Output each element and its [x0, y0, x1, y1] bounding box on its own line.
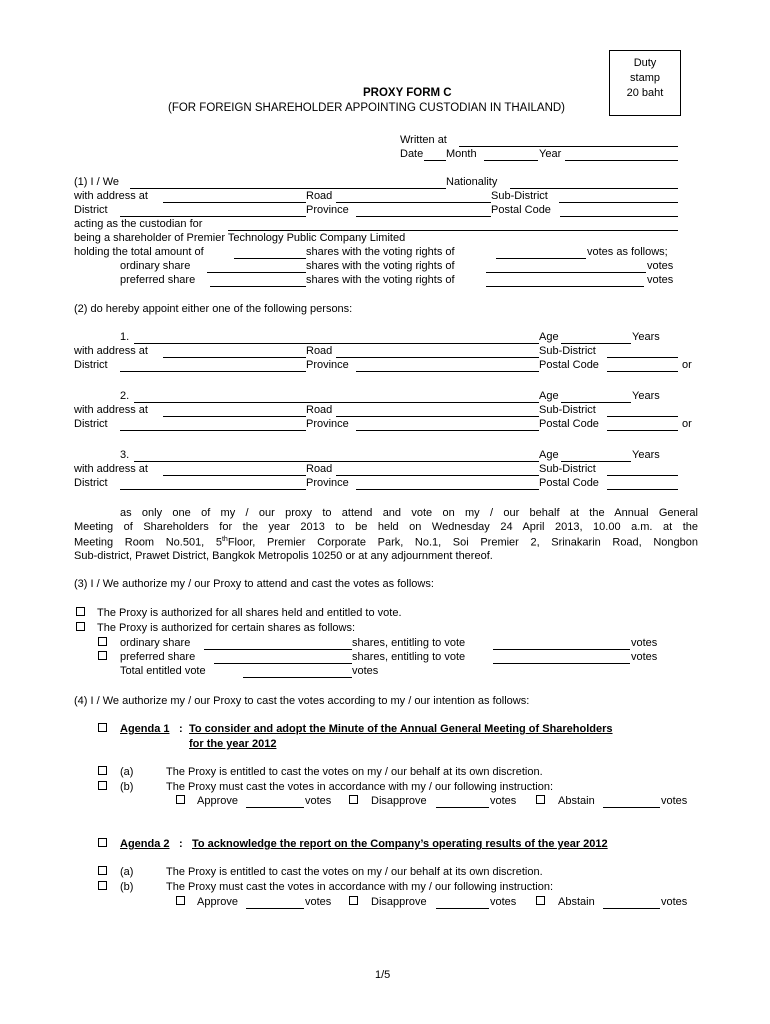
s2-p3-postal-field[interactable] — [607, 489, 678, 490]
s3-total-field[interactable] — [243, 677, 352, 678]
s1-address-field[interactable] — [163, 202, 306, 203]
s2-p3-age-label: Age — [539, 449, 559, 461]
agenda1-abstain-field[interactable] — [603, 807, 660, 808]
s2-p2-name-field[interactable] — [134, 402, 539, 403]
agenda1-b-checkbox[interactable] — [98, 781, 107, 790]
month-label: Month — [446, 148, 477, 160]
s1-ordinary-votes-field[interactable] — [486, 272, 646, 273]
s2-p1-postal-label: Postal Code — [539, 359, 599, 371]
agenda1-disapprove-label: Disapprove — [371, 795, 427, 807]
s3-preferred-votes: votes — [631, 651, 658, 663]
month-field[interactable] — [484, 160, 538, 161]
para-line-3-sup: th — [221, 536, 228, 543]
agenda2-approve-checkbox[interactable] — [176, 896, 185, 905]
s1-ordinary-voting-label: shares with the voting rights of — [306, 260, 455, 272]
agenda1-checkbox[interactable] — [98, 723, 107, 732]
s1-preferred-label: preferred share — [120, 274, 196, 286]
agenda2-b-checkbox[interactable] — [98, 881, 107, 890]
s1-road-label: Road — [306, 190, 333, 202]
s4-lead: (4) I / We authorize my / our Proxy to cast the votes according to my / our intention as follows: — [74, 695, 530, 707]
s3-lead: (3) I / We authorize my / our Proxy to attend and cast the votes as follows: — [74, 578, 434, 590]
s2-p2-number: 2. — [120, 390, 130, 402]
s2-p1-district-label: District — [74, 359, 108, 371]
s2-p2-road-field[interactable] — [336, 416, 539, 417]
s2-p1-district-field[interactable] — [120, 371, 306, 372]
written-at-field[interactable] — [459, 146, 678, 147]
stamp-line-1: Duty — [633, 57, 657, 69]
para-line-3a: Meeting Room No.501, 5 — [74, 536, 222, 549]
s2-p3-subdistrict-field[interactable] — [607, 475, 678, 476]
s1-preferred-voting-label: shares with the voting rights of — [306, 274, 455, 286]
para-line-2: Meeting of Shareholders for the year 2013 to be held on Wednesday 24 April 2013, 10.00 a.m. at the — [74, 521, 698, 533]
agenda1-disapprove-votes: votes — [490, 795, 517, 807]
s2-p1-or: or — [682, 359, 692, 371]
s1-shares-voting-label: shares with the voting rights of — [306, 246, 455, 258]
agenda2-a-label: (a) — [120, 866, 134, 878]
s1-province-field[interactable] — [356, 216, 491, 217]
s3-certain-text: The Proxy is authorized for certain shares as follows: — [97, 622, 356, 634]
para-line-3b: Floor, Premier Corporate Park, No.1, Soi Premier 2, Srinakarin Road, Nongbon — [227, 536, 699, 549]
s2-p3-subdistrict-label: Sub-District — [539, 463, 596, 475]
agenda1-abstain-label: Abstain — [558, 795, 595, 807]
s3-preferred-label: preferred share — [120, 651, 196, 663]
agenda2-abstain-votes: votes — [661, 896, 688, 908]
s2-p1-road-field[interactable] — [336, 357, 539, 358]
s2-p1-postal-field[interactable] — [607, 371, 678, 372]
agenda2-abstain-checkbox[interactable] — [536, 896, 545, 905]
s3-all-checkbox[interactable] — [76, 607, 85, 616]
agenda1-approve-label: Approve — [197, 795, 238, 807]
s2-p3-postal-label: Postal Code — [539, 477, 599, 489]
s2-p1-subdistrict-label: Sub-District — [539, 345, 596, 357]
s3-preferred-votes-field[interactable] — [493, 663, 630, 664]
agenda2-a-checkbox[interactable] — [98, 866, 107, 875]
agenda2-abstain-field[interactable] — [603, 908, 660, 909]
s2-p3-province-field[interactable] — [356, 489, 539, 490]
s2-p2-years-label: Years — [632, 390, 660, 402]
s1-preferred-field[interactable] — [210, 286, 306, 287]
s3-ordinary-votes-field[interactable] — [493, 649, 630, 650]
page-number: 1/5 — [375, 969, 391, 981]
s1-votes-follows: votes as follows; — [587, 246, 668, 258]
s1-district-field[interactable] — [120, 216, 306, 217]
agenda1-abstain-votes: votes — [661, 795, 688, 807]
s2-p1-subdistrict-field[interactable] — [607, 357, 678, 358]
agenda1-approve-field[interactable] — [246, 807, 304, 808]
s1-address-label: with address at — [74, 190, 148, 202]
agenda2-disapprove-votes: votes — [490, 896, 517, 908]
s2-p3-age-field[interactable] — [561, 461, 631, 462]
s2-p2-address-field[interactable] — [163, 416, 306, 417]
s1-subdistrict-field[interactable] — [559, 202, 678, 203]
year-field[interactable] — [565, 160, 678, 161]
s1-province-label: Province — [306, 204, 349, 216]
agenda2-checkbox[interactable] — [98, 838, 107, 847]
s1-custodian-field[interactable] — [228, 230, 678, 231]
s2-p1-name-field[interactable] — [134, 343, 539, 344]
s2-p1-road-label: Road — [306, 345, 333, 357]
s2-p2-age-field[interactable] — [561, 402, 631, 403]
s2-p2-district-label: District — [74, 418, 108, 430]
agenda2-b-text: The Proxy must cast the votes in accordance with my / our following instruction: — [166, 881, 553, 893]
s3-total-votes: votes — [352, 665, 379, 677]
agenda2-disapprove-checkbox[interactable] — [349, 896, 358, 905]
s1-postal-field[interactable] — [560, 216, 678, 217]
s2-p3-road-field[interactable] — [336, 475, 539, 476]
agenda2-a-text: The Proxy is entitled to cast the votes on my / our behalf at its own discretion. — [166, 866, 543, 878]
written-at-label: Written at — [400, 134, 447, 146]
s1-shareholder-text: being a shareholder of Premier Technology Public Company Limited — [74, 232, 406, 244]
s1-nationality-label: Nationality — [446, 176, 498, 188]
s3-certain-checkbox[interactable] — [76, 622, 85, 631]
agenda1-title: To consider and adopt the Minute of the Annual General Meeting of Shareholders — [189, 723, 613, 735]
s2-p3-address-field[interactable] — [163, 475, 306, 476]
s2-p2-road-label: Road — [306, 404, 333, 416]
stamp-line-3: 20 baht — [626, 87, 664, 99]
s3-ordinary-entitling: shares, entitling to vote — [352, 637, 466, 649]
s1-preferred-votes-label: votes — [647, 274, 674, 286]
s1-district-label: District — [74, 204, 108, 216]
s2-p3-number: 3. — [120, 449, 130, 461]
s3-ordinary-field[interactable] — [204, 649, 352, 650]
s3-preferred-field[interactable] — [214, 663, 352, 664]
s2-p1-province-label: Province — [306, 359, 349, 371]
s2-p3-address-label: with address at — [74, 463, 148, 475]
s2-p2-address-label: with address at — [74, 404, 148, 416]
agenda2-title: To acknowledge the report on the Company’s operating results of the year 2012 — [192, 838, 608, 850]
s1-road-field[interactable] — [336, 202, 491, 203]
agenda1-disapprove-field[interactable] — [436, 807, 489, 808]
year-label: Year — [539, 148, 562, 160]
s1-preferred-votes-field[interactable] — [486, 286, 644, 287]
s2-p1-province-field[interactable] — [356, 371, 539, 372]
agenda1-a-text: The Proxy is entitled to cast the votes on my / our behalf at its own discretion. — [166, 766, 543, 778]
s3-all-text: The Proxy is authorized for all shares held and entitled to vote. — [97, 607, 402, 619]
s2-p3-district-label: District — [74, 477, 108, 489]
date-label: Date — [400, 148, 424, 160]
agenda2-label: Agenda 2 — [120, 838, 170, 850]
agenda1-b-text: The Proxy must cast the votes in accordance with my / our following instruction: — [166, 781, 553, 793]
stamp-line-2: stamp — [630, 72, 660, 84]
s2-p1-years-label: Years — [632, 331, 660, 343]
s2-p2-province-field[interactable] — [356, 430, 539, 431]
agenda1-abstain-checkbox[interactable] — [536, 795, 545, 804]
form-subtitle: (FOR FOREIGN SHAREHOLDER APPOINTING CUSTODIAN IN THAILAND) — [168, 102, 566, 114]
s2-p1-age-label: Age — [539, 331, 559, 343]
agenda1-approve-votes: votes — [305, 795, 332, 807]
para-line-4: Sub-district, Prawet District, Bangkok Metropolis 10250 or at any adjournment thereof. — [74, 550, 493, 562]
s2-p2-or: or — [682, 418, 692, 430]
agenda2-disapprove-label: Disapprove — [371, 896, 427, 908]
s2-p3-district-field[interactable] — [120, 489, 306, 490]
s2-p1-address-label: with address at — [74, 345, 148, 357]
date-field[interactable] — [424, 160, 446, 161]
s2-p2-subdistrict-field[interactable] — [607, 416, 678, 417]
s3-preferred-entitling: shares, entitling to vote — [352, 651, 466, 663]
s3-ordinary-votes: votes — [631, 637, 658, 649]
s1-ordinary-label: ordinary share — [120, 260, 191, 272]
s2-lead: (2) do hereby appoint either one of the following persons: — [74, 303, 353, 315]
s2-p1-number: 1. — [120, 331, 130, 343]
s1-total-votes-field[interactable] — [496, 258, 586, 259]
s1-lead: (1) I / We — [74, 176, 120, 188]
agenda1-title-2: for the year 2012 — [189, 738, 277, 750]
s3-ordinary-label: ordinary share — [120, 637, 191, 649]
s3-ordinary-checkbox[interactable] — [98, 637, 107, 646]
s3-preferred-checkbox[interactable] — [98, 651, 107, 660]
agenda2-approve-label: Approve — [197, 896, 238, 908]
s2-p2-province-label: Province — [306, 418, 349, 430]
agenda2-colon: : — [179, 838, 183, 850]
s1-ordinary-field[interactable] — [207, 272, 306, 273]
s1-postal-label: Postal Code — [491, 204, 551, 216]
s1-nationality-field[interactable] — [510, 188, 678, 189]
s2-p2-district-field[interactable] — [120, 430, 306, 431]
agenda1-a-checkbox[interactable] — [98, 766, 107, 775]
s1-name-field[interactable] — [130, 188, 446, 189]
s2-p2-age-label: Age — [539, 390, 559, 402]
agenda1-b-label: (b) — [120, 781, 134, 793]
para-line-1: as only one of my / our proxy to attend and vote on my / our behalf at the Annual General — [120, 507, 698, 519]
s2-p3-province-label: Province — [306, 477, 349, 489]
s2-p3-name-field[interactable] — [134, 461, 539, 462]
s1-holding-field[interactable] — [234, 258, 306, 259]
s2-p2-postal-label: Postal Code — [539, 418, 599, 430]
agenda1-colon: : — [179, 723, 183, 735]
s2-p2-postal-field[interactable] — [607, 430, 678, 431]
s1-subdistrict-label: Sub-District — [491, 190, 548, 202]
agenda1-label: Agenda 1 — [120, 723, 170, 735]
s2-p1-age-field[interactable] — [561, 343, 631, 344]
agenda2-abstain-label: Abstain — [558, 896, 595, 908]
agenda2-disapprove-field[interactable] — [436, 908, 489, 909]
s2-p2-subdistrict-label: Sub-District — [539, 404, 596, 416]
agenda1-disapprove-checkbox[interactable] — [349, 795, 358, 804]
s1-holding-label: holding the total amount of — [74, 246, 204, 258]
para-line-3 — [74, 536, 698, 549]
agenda2-approve-field[interactable] — [246, 908, 304, 909]
s2-p3-road-label: Road — [306, 463, 333, 475]
form-title: PROXY FORM C — [363, 87, 452, 99]
duty-stamp-box — [609, 50, 681, 116]
s1-ordinary-votes-label: votes — [647, 260, 674, 272]
agenda1-a-label: (a) — [120, 766, 134, 778]
s2-p3-years-label: Years — [632, 449, 660, 461]
s3-total-label: Total entitled vote — [120, 665, 206, 677]
agenda2-approve-votes: votes — [305, 896, 332, 908]
s1-custodian-label: acting as the custodian for — [74, 218, 203, 230]
agenda1-approve-checkbox[interactable] — [176, 795, 185, 804]
s2-p1-address-field[interactable] — [163, 357, 306, 358]
agenda2-b-label: (b) — [120, 881, 134, 893]
